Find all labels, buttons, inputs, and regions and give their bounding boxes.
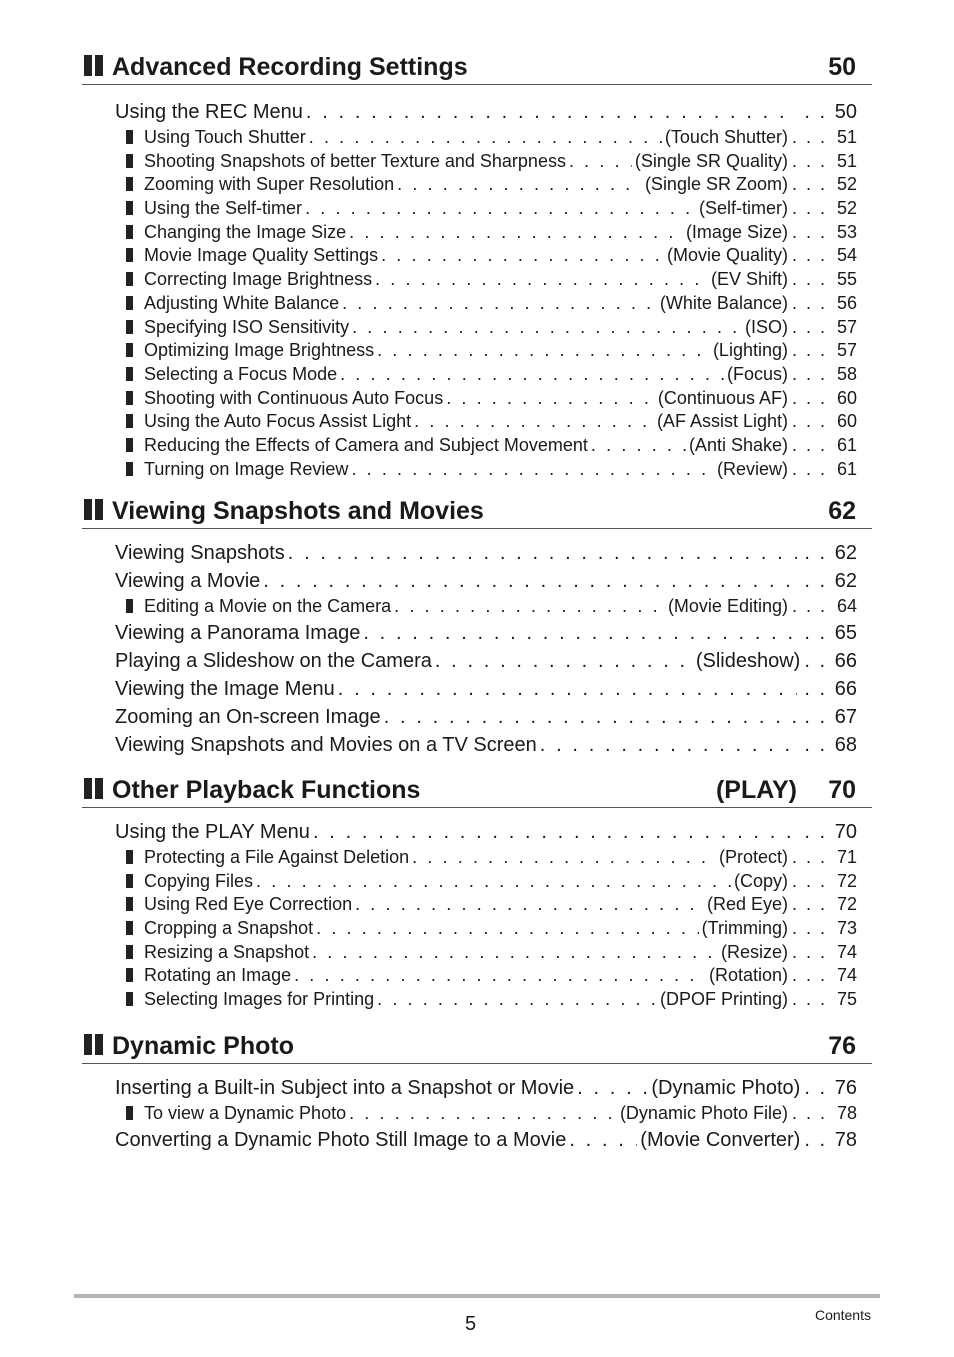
entry-title: Cropping a Snapshot [144, 918, 314, 939]
toc-subentry[interactable] [126, 964, 857, 988]
square-bullet-icon [126, 874, 133, 888]
entry-page-number: 61 [836, 458, 857, 479]
square-bullet-icon [126, 225, 133, 239]
toc-entry[interactable] [115, 539, 857, 567]
entry-title: Using the REC Menu [115, 101, 303, 123]
dot-leader [306, 98, 797, 126]
entry-page-number: 60 [836, 411, 857, 432]
square-bullet-icon [126, 945, 133, 959]
entry-page-number: 62 [834, 570, 857, 592]
entry-title: Movie Image Quality Settings [144, 245, 379, 266]
square-bullet-icon [126, 272, 133, 286]
entry-title: Converting a Dynamic Photo Still Image to a Movie [115, 1128, 567, 1151]
toc-subentry[interactable] [126, 846, 857, 870]
entry-title: Correcting Image Brightness [144, 269, 373, 290]
dot-leader-short: . . . [791, 150, 827, 171]
dot-leader-short: . . . [791, 965, 827, 986]
dot-leader-short: . . . [791, 1103, 827, 1123]
dot-leader [305, 197, 696, 221]
entry-title: Editing a Movie on the Camera [144, 596, 392, 616]
entry-tag: (Continuous AF) [657, 387, 788, 408]
entry-title: Resizing a Snapshot [144, 941, 310, 962]
toc-subentry[interactable] [126, 150, 857, 174]
dot-leader [316, 917, 699, 941]
entry-page-number: 53 [836, 221, 857, 242]
toc-entry[interactable] [115, 675, 857, 703]
toc-subentry[interactable] [126, 292, 857, 316]
dot-leader-short: . . . [791, 387, 827, 408]
dot-leader [397, 173, 642, 197]
entry-tag: (Review) [716, 458, 788, 479]
section-heading[interactable] [82, 1029, 872, 1064]
dot-leader [540, 731, 798, 759]
dot-leader-short: . . . [791, 269, 827, 290]
dot-leader-short: . . . [791, 596, 827, 616]
toc-subentry[interactable] [126, 434, 857, 458]
toc-section-dynamic-photo [82, 1029, 872, 1154]
dot-leader [288, 539, 798, 567]
dot-leader [412, 846, 716, 870]
toc-subentry[interactable] [126, 595, 857, 619]
dot-leader-short: . . . [791, 127, 827, 147]
square-bullet-icon [126, 992, 133, 1006]
toc-entry[interactable] [115, 731, 857, 759]
dot-leader-short: . . . [791, 245, 827, 266]
dot-leader-short: . . . [791, 198, 827, 219]
entry-tag: (Movie Quality) [666, 245, 788, 266]
entry-tag: (White Balance) [659, 292, 788, 313]
dot-leader [446, 387, 655, 411]
square-bullet-icon [126, 921, 133, 935]
dot-leader [377, 988, 657, 1012]
dot-leader-short: . . [804, 705, 827, 728]
square-bullet-icon [126, 177, 133, 191]
section-title: Other Playback Functions [112, 776, 421, 804]
dot-leader [263, 567, 797, 595]
entry-page-number: 75 [836, 989, 857, 1010]
entry-tag: (Image Size) [685, 221, 788, 242]
square-bullet-icon [126, 154, 133, 168]
dot-leader [294, 964, 706, 988]
square-bullet-icon [126, 850, 133, 864]
dot-leader-short: . . . [791, 363, 827, 384]
dot-leader-short: . . . [791, 221, 827, 242]
toc-entry[interactable] [115, 703, 857, 731]
dot-leader [569, 150, 632, 174]
section-bars-icon [84, 778, 103, 799]
entry-title: Copying Files [144, 870, 254, 891]
square-bullet-icon [126, 343, 133, 357]
entry-page-number: 74 [836, 965, 857, 986]
square-bullet-icon [126, 130, 133, 144]
dot-leader-short: . . . [791, 847, 827, 867]
entry-title: Adjusting White Balance [144, 292, 340, 313]
toc-entry[interactable] [115, 619, 857, 647]
section-page-number: 62 [828, 497, 856, 525]
square-bullet-icon [126, 897, 133, 911]
dot-leader-short: . . . [791, 174, 827, 195]
entry-title: Viewing the Image Menu [115, 677, 335, 700]
dot-leader [309, 126, 662, 150]
entry-tag: (Single SR Quality) [634, 150, 788, 171]
section-page-number: 70 [828, 776, 856, 804]
section-tag: (PLAY) [715, 776, 797, 804]
dot-leader-short: . . [804, 821, 827, 843]
entry-page-number: 70 [834, 821, 857, 843]
entry-tag: (Self-timer) [698, 198, 788, 219]
square-bullet-icon [126, 968, 133, 982]
entry-tag: (AF Assist Light) [656, 411, 788, 432]
entry-title: Reducing the Effects of Camera and Subject Movement [144, 434, 588, 455]
entry-title: Rotating an Image [144, 965, 292, 986]
dot-leader [355, 893, 704, 917]
dot-leader [313, 818, 797, 846]
square-bullet-icon [126, 248, 133, 262]
section-entries [82, 98, 872, 481]
dot-leader-short: . . [804, 1077, 827, 1099]
entry-page-number: 67 [834, 705, 857, 728]
toc-subentry[interactable] [126, 173, 857, 197]
entry-page-number: 71 [836, 847, 857, 867]
dot-leader [435, 647, 693, 675]
entry-page-number: 72 [836, 870, 857, 891]
entry-title: Optimizing Image Brightness [144, 340, 375, 361]
dot-leader [375, 268, 708, 292]
toc-entry[interactable] [115, 1126, 857, 1154]
entry-page-number: 68 [834, 733, 857, 756]
entry-page-number: 73 [836, 918, 857, 939]
entry-page-number: 51 [836, 127, 857, 147]
entry-tag: (Resize) [720, 941, 788, 962]
dot-leader [394, 595, 665, 619]
dot-leader [352, 316, 742, 340]
dot-leader [349, 1102, 617, 1126]
dot-leader [342, 292, 657, 316]
footer-page-number: 5 [465, 1313, 477, 1335]
toc-section-viewing [82, 494, 872, 759]
entry-page-number: 60 [836, 387, 857, 408]
dot-leader-short: . . . [791, 316, 827, 337]
dot-leader-short: . . [804, 101, 827, 123]
dot-leader [381, 244, 664, 268]
entry-tag: (Movie Editing) [667, 596, 788, 616]
entry-title: Inserting a Built-in Subject into a Snapshot or Movie [115, 1077, 575, 1099]
dot-leader-short: . . . [791, 941, 827, 962]
entry-page-number: 57 [836, 316, 857, 337]
entry-title: Using the PLAY Menu [115, 821, 310, 843]
entry-title: Selecting a Focus Mode [144, 363, 338, 384]
dot-leader [340, 363, 724, 387]
dot-leader-short: . . . [791, 411, 827, 432]
toc-subentry[interactable] [126, 244, 857, 268]
dot-leader-short: . . . [791, 458, 827, 479]
section-heading[interactable] [82, 494, 872, 529]
toc-subentry[interactable] [126, 1102, 857, 1126]
square-bullet-icon [126, 438, 133, 452]
entry-tag: (Movie Converter) [640, 1128, 801, 1151]
entry-page-number: 51 [836, 150, 857, 171]
entry-tag: (Trimming) [701, 918, 788, 939]
entry-page-number: 65 [834, 621, 857, 644]
entry-tag: (Rotation) [708, 965, 788, 986]
entry-title: Using the Auto Focus Assist Light [144, 411, 412, 432]
dot-leader [338, 675, 798, 703]
section-bars-icon [84, 1034, 103, 1055]
toc-subentry[interactable] [126, 870, 857, 894]
section-title: Dynamic Photo [112, 1032, 294, 1060]
dot-leader [312, 941, 718, 965]
square-bullet-icon [126, 391, 133, 405]
dot-leader-short: . . [804, 621, 827, 644]
entry-title: Playing a Slideshow on the Camera [115, 649, 432, 672]
dot-leader [351, 458, 714, 482]
section-page-number: 50 [828, 53, 856, 81]
entry-title: Changing the Image Size [144, 221, 347, 242]
dot-leader-short: . . . [791, 894, 827, 915]
dot-leader [569, 1126, 637, 1154]
entry-page-number: 52 [836, 174, 857, 195]
entry-title: Viewing Snapshots and Movies on a TV Screen [115, 733, 537, 756]
entry-page-number: 72 [836, 894, 857, 915]
entry-page-number: 64 [836, 596, 857, 616]
section-bars-icon [84, 55, 103, 76]
toc-subentry[interactable] [126, 316, 857, 340]
entry-page-number: 55 [836, 269, 857, 290]
entry-page-number: 56 [836, 292, 857, 313]
section-entries [82, 539, 872, 759]
entry-page-number: 78 [836, 1103, 857, 1123]
entry-title: Specifying ISO Sensitivity [144, 316, 350, 337]
dot-leader-short: . . [804, 542, 827, 564]
entry-tag: (Lighting) [712, 340, 788, 361]
entry-tag: (DPOF Printing) [659, 989, 788, 1010]
section-heading[interactable] [82, 773, 872, 808]
square-bullet-icon [126, 462, 133, 476]
dot-leader-short: . . [804, 677, 827, 700]
section-title: Advanced Recording Settings [112, 53, 468, 81]
toc-entry[interactable] [115, 98, 857, 126]
dot-leader-short: . . . [791, 870, 827, 891]
entry-page-number: 74 [836, 941, 857, 962]
entry-tag: (Protect) [718, 847, 788, 867]
entry-title: Using the Self-timer [144, 198, 303, 219]
square-bullet-icon [126, 320, 133, 334]
entry-title: Using Touch Shutter [144, 127, 306, 147]
toc-subentry[interactable] [126, 363, 857, 387]
dot-leader-short: . . . [791, 989, 827, 1010]
entry-tag: (Copy) [733, 870, 788, 891]
entry-page-number: 62 [834, 542, 857, 564]
entry-tag: (Red Eye) [706, 894, 788, 915]
square-bullet-icon [126, 414, 133, 428]
dot-leader-short: . . [804, 1128, 827, 1151]
toc-entry[interactable] [115, 818, 857, 846]
entry-page-number: 76 [834, 1077, 857, 1099]
dot-leader-short: . . [804, 733, 827, 756]
toc-subentry[interactable] [126, 893, 857, 917]
entry-title: Selecting Images for Printing [144, 989, 375, 1010]
dot-leader-short: . . [804, 649, 827, 672]
toc-subentry[interactable] [126, 268, 857, 292]
toc-subentry[interactable] [126, 221, 857, 245]
dot-leader [377, 339, 710, 363]
entry-tag: (Anti Shake) [688, 434, 788, 455]
entry-page-number: 58 [836, 363, 857, 384]
entry-title: Viewing a Panorama Image [115, 621, 361, 644]
toc-subentry[interactable] [126, 126, 857, 150]
entry-page-number: 61 [836, 434, 857, 455]
toc-subentry[interactable] [126, 988, 857, 1012]
dot-leader [256, 870, 731, 894]
section-heading[interactable] [82, 50, 872, 85]
entry-tag: (Focus) [726, 363, 788, 384]
dot-leader [414, 410, 654, 434]
entry-tag: (EV Shift) [710, 269, 788, 290]
entry-title: Shooting with Continuous Auto Focus [144, 387, 444, 408]
entry-title: Viewing Snapshots [115, 542, 285, 564]
entry-title: Protecting a File Against Deletion [144, 847, 410, 867]
entry-title: Zooming with Super Resolution [144, 174, 395, 195]
entry-tag: (Dynamic Photo File) [619, 1103, 788, 1123]
entry-title: Using Red Eye Correction [144, 894, 353, 915]
entry-title: Shooting Snapshots of better Texture and Sharpness [144, 150, 566, 171]
toc-section-other-playback [82, 773, 872, 1012]
entry-title: Viewing a Movie [115, 570, 261, 592]
toc-subentry[interactable] [126, 197, 857, 221]
entry-title: Turning on Image Review [144, 458, 349, 479]
entry-page-number: 50 [834, 101, 857, 123]
square-bullet-icon [126, 599, 133, 613]
footer-rule [74, 1294, 880, 1298]
entry-title: Zooming an On-screen Image [115, 705, 381, 728]
section-entries [82, 818, 872, 1012]
section-bars-icon [84, 499, 103, 520]
square-bullet-icon [126, 296, 133, 310]
dot-leader-short: . . . [791, 340, 827, 361]
entry-page-number: 52 [836, 198, 857, 219]
entry-page-number: 78 [834, 1128, 857, 1151]
entry-tag: (Touch Shutter) [664, 127, 788, 147]
square-bullet-icon [126, 367, 133, 381]
entry-title: To view a Dynamic Photo [144, 1103, 347, 1123]
entry-page-number: 54 [836, 245, 857, 266]
dot-leader [591, 434, 686, 458]
section-title: Viewing Snapshots and Movies [112, 497, 484, 525]
toc-subentry[interactable] [126, 941, 857, 965]
entry-page-number: 57 [836, 340, 857, 361]
entry-tag: (Single SR Zoom) [644, 174, 788, 195]
dot-leader [349, 221, 683, 245]
dot-leader-short: . . . [791, 434, 827, 455]
section-entries [82, 1074, 872, 1154]
entry-tag: (Slideshow) [695, 649, 801, 672]
square-bullet-icon [126, 1106, 133, 1120]
square-bullet-icon [126, 201, 133, 215]
dot-leader [363, 619, 797, 647]
entry-page-number: 66 [834, 649, 857, 672]
section-page-number: 76 [828, 1032, 856, 1060]
footer-contents-label: Contents [814, 1307, 871, 1323]
dot-leader-short: . . . [791, 918, 827, 939]
dot-leader [577, 1074, 648, 1102]
toc-entry[interactable] [115, 1074, 857, 1102]
toc-entry[interactable] [115, 567, 857, 595]
toc-section-advanced-recording [82, 50, 872, 481]
dot-leader-short: . . . [791, 292, 827, 313]
toc-subentry[interactable] [126, 410, 857, 434]
dot-leader-short: . . [804, 570, 827, 592]
toc-entry[interactable] [115, 647, 857, 675]
toc-subentry[interactable] [126, 387, 857, 411]
entry-tag: (ISO) [744, 316, 788, 337]
toc-subentry[interactable] [126, 458, 857, 482]
entry-page-number: 66 [834, 677, 857, 700]
toc-subentry[interactable] [126, 339, 857, 363]
entry-tag: (Dynamic Photo) [651, 1077, 801, 1099]
toc-subentry[interactable] [126, 917, 857, 941]
dot-leader [384, 703, 798, 731]
